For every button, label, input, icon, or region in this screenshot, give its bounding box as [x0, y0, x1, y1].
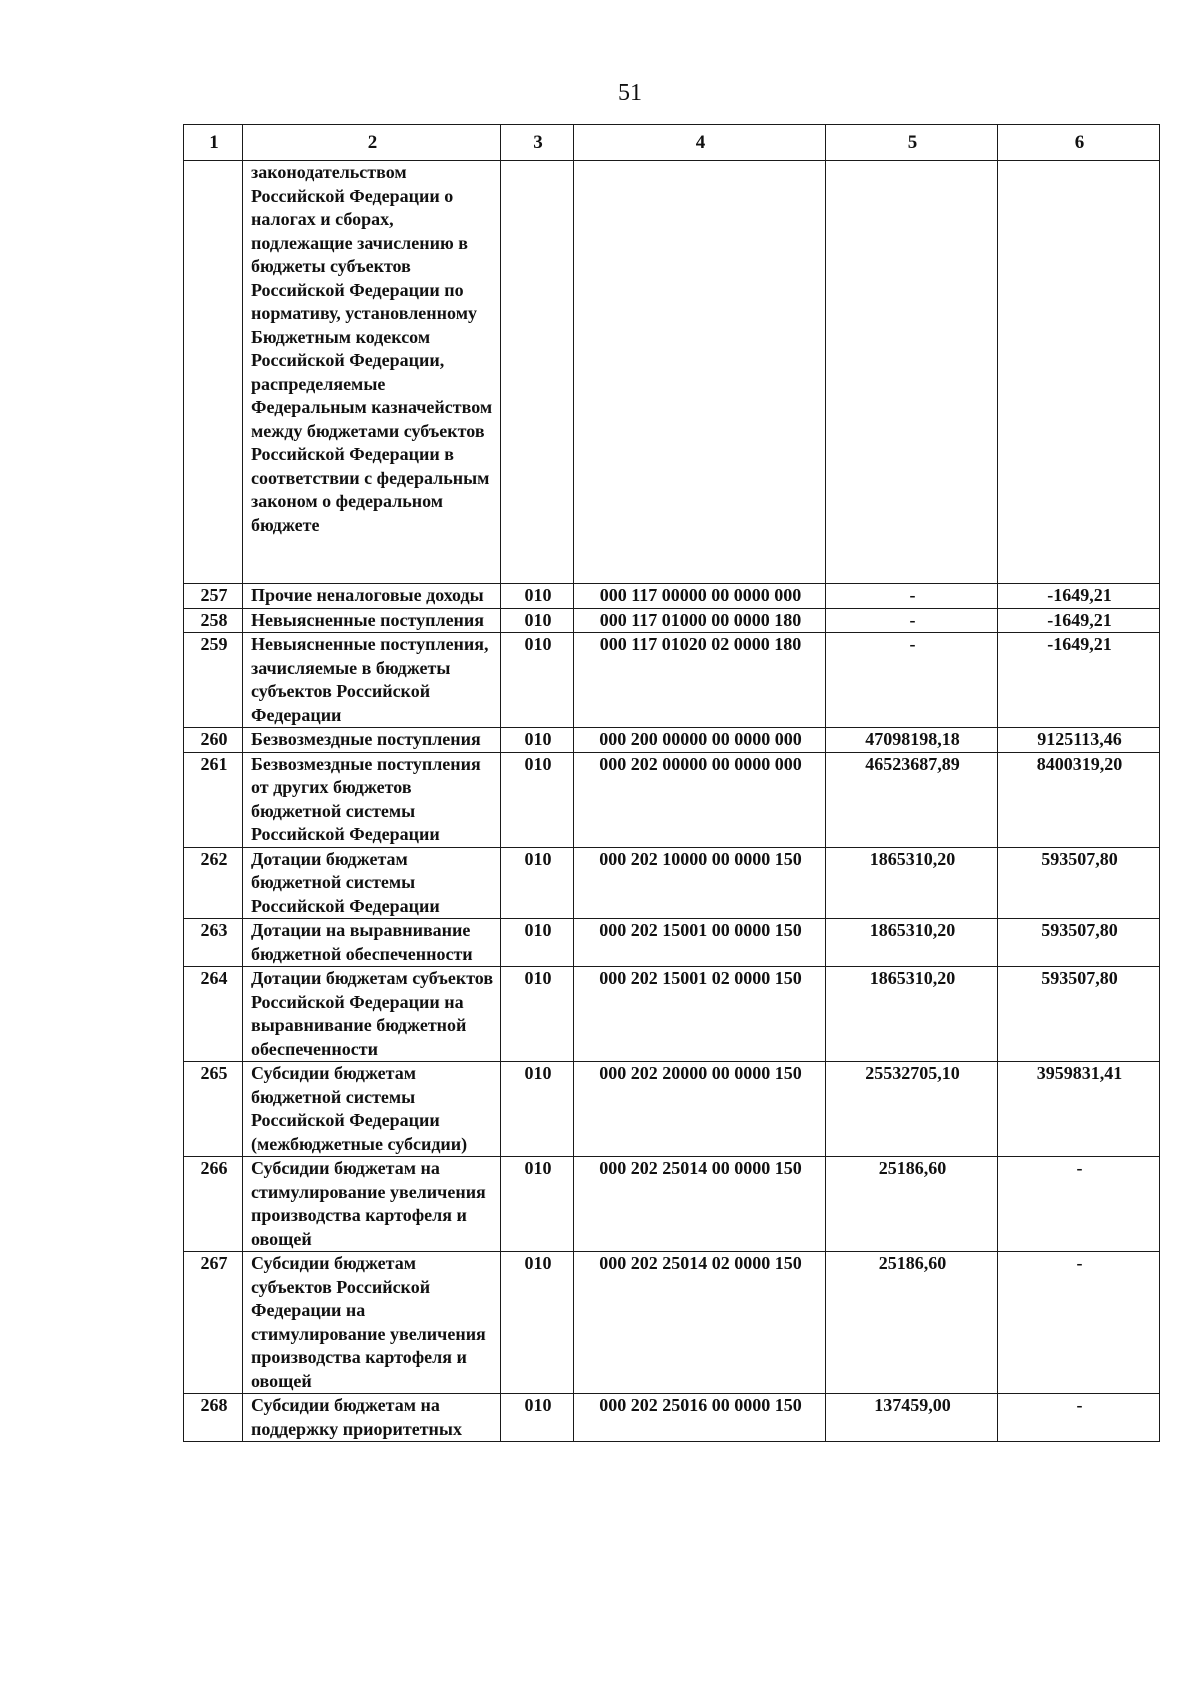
row-value-6: -1649,21	[998, 633, 1160, 728]
table-row	[184, 752, 1160, 847]
row-col3: 010	[501, 1252, 574, 1394]
row-value-5: -	[826, 633, 998, 728]
row-value-5: 1865310,20	[826, 967, 998, 1062]
row-code: 000 202 15001 02 0000 150	[574, 967, 826, 1062]
row-name: Прочие неналоговые доходы	[243, 584, 501, 609]
row-col3: 010	[501, 728, 574, 753]
row-number: 264	[184, 967, 243, 1062]
cell-empty	[501, 161, 574, 584]
row-value-5: 46523687,89	[826, 752, 998, 847]
row-col3: 010	[501, 633, 574, 728]
row-name: Субсидии бюджетам субъектов Российской Федерации на стимулирование увеличения производства картофеля и овощей	[243, 1252, 501, 1394]
row-code: 000 202 20000 00 0000 150	[574, 1062, 826, 1157]
row-value-5: -	[826, 584, 998, 609]
row-col3: 010	[501, 584, 574, 609]
row-value-6: -1649,21	[998, 584, 1160, 609]
row-col3: 010	[501, 608, 574, 633]
row-name: Субсидии бюджетам бюджетной системы Российской Федерации (межбюджетные субсидии)	[243, 1062, 501, 1157]
row-number: 258	[184, 608, 243, 633]
row-value-5: 25186,60	[826, 1252, 998, 1394]
row-name: Субсидии бюджетам на стимулирование увеличения производства картофеля и овощей	[243, 1157, 501, 1252]
continuation-text: законодательством Российской Федерации о налогах и сборах, подлежащие зачислению в бюджеты субъектов Российской Федерации по нормативу, установленному Бюджетным кодексом Российской Федерации, распределяемые Федеральным казначейством между бюджетами субъектов Российской Федерации в соответствии с федеральным законом о федеральном бюджете	[243, 161, 501, 584]
page-number: 51	[618, 80, 642, 106]
row-name: Субсидии бюджетам на поддержку приоритетных	[243, 1394, 501, 1442]
cell-empty	[826, 161, 998, 584]
row-name: Дотации бюджетам бюджетной системы Российской Федерации	[243, 847, 501, 919]
row-number: 266	[184, 1157, 243, 1252]
row-code: 000 202 15001 00 0000 150	[574, 919, 826, 967]
row-name: Дотации бюджетам субъектов Российской Федерации на выравнивание бюджетной обеспеченности	[243, 967, 501, 1062]
row-value-6: 8400319,20	[998, 752, 1160, 847]
table-row	[184, 967, 1160, 1062]
cell-empty	[574, 161, 826, 584]
row-value-6: 3959831,41	[998, 1062, 1160, 1157]
row-code: 000 117 01000 00 0000 180	[574, 608, 826, 633]
row-number: 262	[184, 847, 243, 919]
row-col3: 010	[501, 1062, 574, 1157]
row-col3: 010	[501, 847, 574, 919]
row-number: 265	[184, 1062, 243, 1157]
row-col3: 010	[501, 967, 574, 1062]
row-code: 000 117 01020 02 0000 180	[574, 633, 826, 728]
row-value-5: 1865310,20	[826, 919, 998, 967]
row-col3: 010	[501, 1394, 574, 1442]
table-row	[184, 633, 1160, 728]
header-col-3: 3	[501, 125, 574, 161]
row-number: 261	[184, 752, 243, 847]
header-col-1: 1	[184, 125, 243, 161]
row-code: 000 202 00000 00 0000 000	[574, 752, 826, 847]
row-number: 263	[184, 919, 243, 967]
cell-num	[184, 161, 243, 584]
row-number: 267	[184, 1252, 243, 1394]
row-value-6: 593507,80	[998, 847, 1160, 919]
row-value-6: -	[998, 1252, 1160, 1394]
row-col3: 010	[501, 1157, 574, 1252]
table-row	[184, 1062, 1160, 1157]
header-col-2: 2	[243, 125, 501, 161]
row-name: Безвозмездные поступления	[243, 728, 501, 753]
row-col3: 010	[501, 919, 574, 967]
row-value-6: -	[998, 1157, 1160, 1252]
row-value-6: -	[998, 1394, 1160, 1442]
table-row	[184, 919, 1160, 967]
row-number: 257	[184, 584, 243, 609]
table-row	[184, 1157, 1160, 1252]
row-value-5: 25186,60	[826, 1157, 998, 1252]
row-value-5: 1865310,20	[826, 847, 998, 919]
row-name: Дотации на выравнивание бюджетной обеспеченности	[243, 919, 501, 967]
row-value-6: 593507,80	[998, 967, 1160, 1062]
table-row	[184, 1252, 1160, 1394]
row-code: 000 200 00000 00 0000 000	[574, 728, 826, 753]
cell-empty	[998, 161, 1160, 584]
table-row	[184, 847, 1160, 919]
row-value-5: 47098198,18	[826, 728, 998, 753]
table-row	[184, 1394, 1160, 1442]
row-value-5: 137459,00	[826, 1394, 998, 1442]
row-name: Безвозмездные поступления от других бюджетов бюджетной системы Российской Федерации	[243, 752, 501, 847]
row-value-6: 593507,80	[998, 919, 1160, 967]
row-value-6: -1649,21	[998, 608, 1160, 633]
row-number: 259	[184, 633, 243, 728]
row-code: 000 202 25014 02 0000 150	[574, 1252, 826, 1394]
row-code: 000 202 25014 00 0000 150	[574, 1157, 826, 1252]
row-name: Невыясненные поступления, зачисляемые в бюджеты субъектов Российской Федерации	[243, 633, 501, 728]
row-value-5: -	[826, 608, 998, 633]
header-col-6: 6	[998, 125, 1160, 161]
row-code: 000 202 10000 00 0000 150	[574, 847, 826, 919]
continuation-row	[184, 161, 1160, 584]
header-row	[184, 125, 1160, 161]
table-row	[184, 584, 1160, 609]
row-name: Невыясненные поступления	[243, 608, 501, 633]
row-number: 260	[184, 728, 243, 753]
row-col3: 010	[501, 752, 574, 847]
header-col-5: 5	[826, 125, 998, 161]
header-col-4: 4	[574, 125, 826, 161]
row-value-6: 9125113,46	[998, 728, 1160, 753]
row-value-5: 25532705,10	[826, 1062, 998, 1157]
table-row	[184, 608, 1160, 633]
row-number: 268	[184, 1394, 243, 1442]
row-code: 000 117 00000 00 0000 000	[574, 584, 826, 609]
row-code: 000 202 25016 00 0000 150	[574, 1394, 826, 1442]
budget-table	[183, 124, 1160, 1442]
table-row	[184, 728, 1160, 753]
